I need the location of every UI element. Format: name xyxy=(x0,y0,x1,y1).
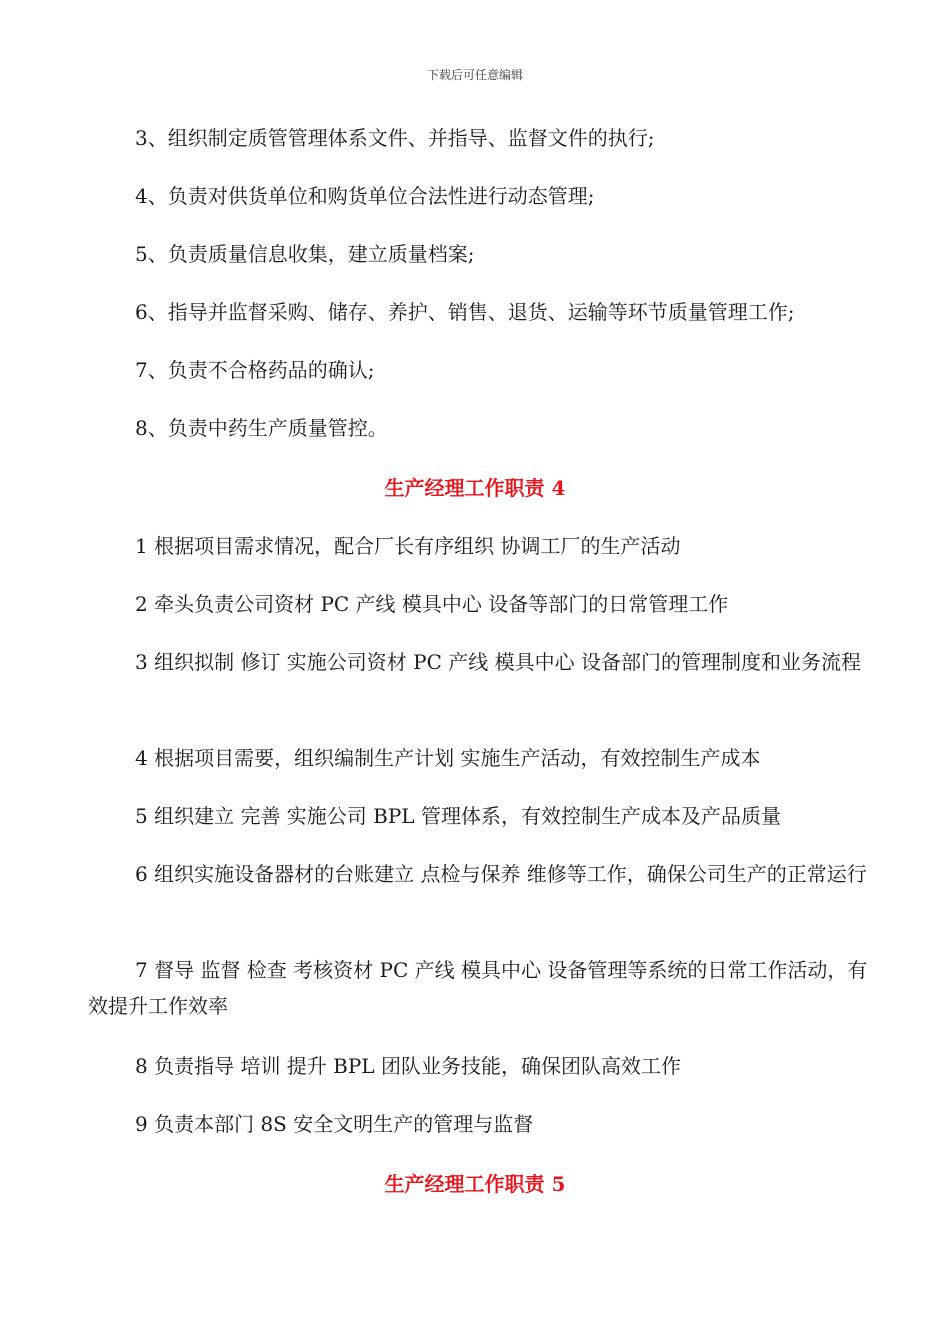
list-item: 7、负责不合格药品的确认; xyxy=(135,358,375,382)
list-item: 6 组织实施设备器材的台账建立 点检与保养 维修等工作，确保公司生产的正常运行 xyxy=(135,862,867,886)
list-item: 8、负责中药生产质量管控。 xyxy=(135,416,388,440)
list-item: 9 负责本部门 8S 安全文明生产的管理与监督 xyxy=(135,1112,534,1136)
list-item: 4 根据项目需要，组织编制生产计划 实施生产活动，有效控制生产成本 xyxy=(135,746,761,770)
list-item: 3 组织拟制 修订 实施公司资材 PC 产线 模具中心 设备部门的管理制度和业务流程 xyxy=(135,650,861,674)
list-item: 3、组织制定质管管理体系文件、并指导、监督文件的执行; xyxy=(135,126,655,150)
list-item: 1 根据项目需求情况，配合厂长有序组织 协调工厂的生产活动 xyxy=(135,534,681,558)
list-item: 8 负责指导 培训 提升 BPL 团队业务技能，确保团队高效工作 xyxy=(135,1054,681,1078)
list-item: 5、负责质量信息收集，建立质量档案; xyxy=(135,242,475,266)
header-note: 下载后可任意编辑 xyxy=(426,68,523,82)
list-item: 5 组织建立 完善 实施公司 BPL 管理体系，有效控制生产成本及产品质量 xyxy=(135,804,781,828)
section-heading-4: 生产经理工作职责 4 xyxy=(384,476,566,500)
list-item: 4、负责对供货单位和购货单位合法性进行动态管理; xyxy=(135,184,595,208)
section-heading-5: 生产经理工作职责 5 xyxy=(384,1172,566,1196)
list-item: 2 牵头负责公司资材 PC 产线 模具中心 设备等部门的日常管理工作 xyxy=(135,592,729,616)
list-item: 7 督导 监督 检查 考核资材 PC 产线 模具中心 设备管理等系统的日常工作活动，有效提升工作效率 xyxy=(88,958,868,1018)
list-item: 6、指导并监督采购、储存、养护、销售、退货、运输等环节质量管理工作; xyxy=(135,300,795,324)
